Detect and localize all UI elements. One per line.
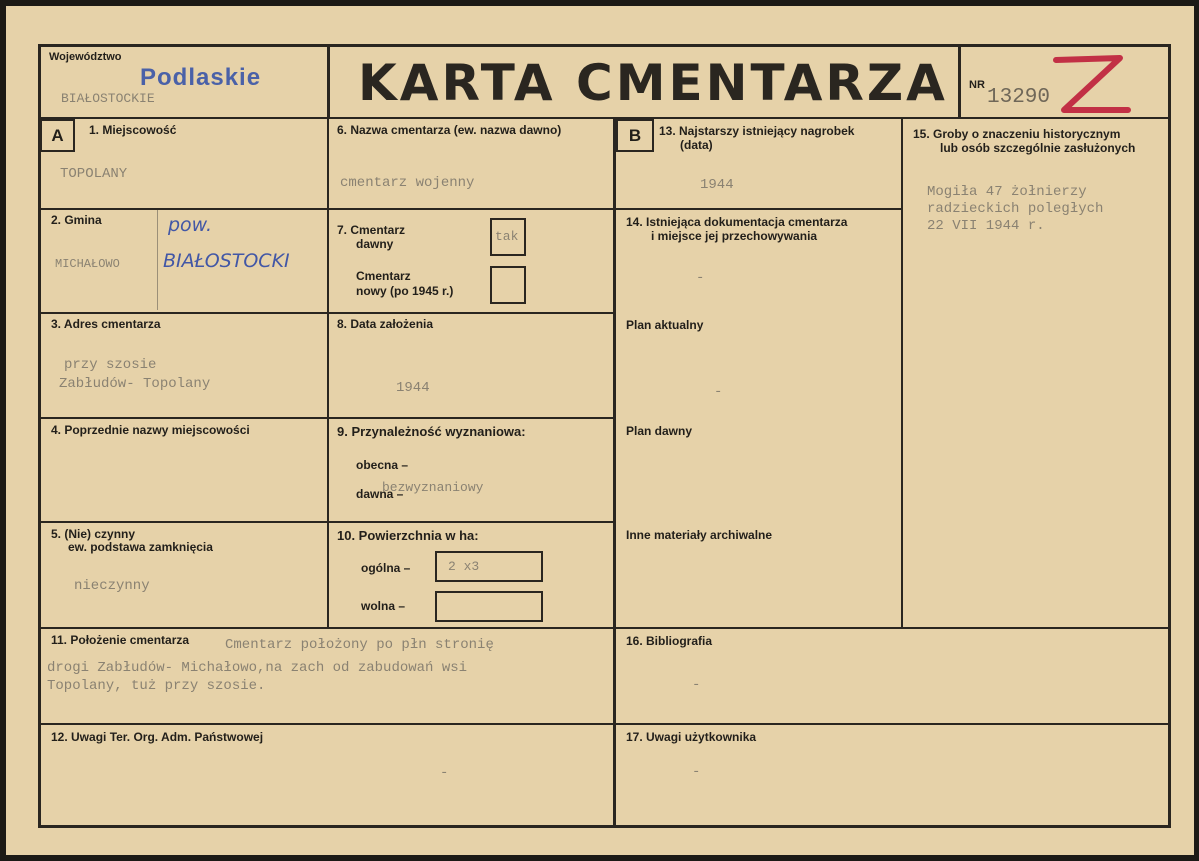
field-3-value-line1: przy szosie xyxy=(64,357,157,373)
page-title: KARTA CMENTARZA xyxy=(358,54,948,112)
field-10-ogolna-box[interactable] xyxy=(435,551,543,582)
divider-row3 xyxy=(38,417,615,419)
field-9-dawna: dawna – xyxy=(356,487,404,501)
field-6-label: 6. Nazwa cmentarza (ew. nazwa dawno) xyxy=(337,123,562,137)
field-7-dawny-checkbox[interactable] xyxy=(490,218,526,256)
field-7-nowy-checkbox[interactable] xyxy=(490,266,526,304)
field-7-dawny-value: tak xyxy=(495,229,519,244)
plan-aktualny-value: - xyxy=(714,384,723,400)
section-b-badge: B xyxy=(616,119,654,152)
field-1-value: TOPOLANY xyxy=(60,166,128,182)
field-5-label-line2: ew. podstawa zamknięcia xyxy=(68,540,213,554)
field-14-label-line1: 14. Istniejąca dokumentacja cmentarza xyxy=(626,215,848,229)
divider-row1 xyxy=(38,208,615,210)
divider-row2 xyxy=(38,312,615,314)
divider-col1 xyxy=(327,117,329,628)
field-10-wolna-box[interactable] xyxy=(435,591,543,622)
field-5-label-line1: 5. (Nie) czynny xyxy=(51,527,136,541)
nr-value: 13290 xyxy=(987,86,1051,109)
field-13-label-line2: (data) xyxy=(680,138,713,152)
field-6-value: cmentarz wojenny xyxy=(340,175,475,191)
wojewodztwo-label: Województwo xyxy=(49,51,122,63)
field-17-value: - xyxy=(692,764,701,780)
field-2-hand-bottom: BIAŁOSTOCKI xyxy=(163,250,290,272)
divider-header xyxy=(38,117,1171,119)
field-11-value-line2: drogi Zabłudów- Michałowo,na zach od zabudowań wsi xyxy=(47,660,468,676)
field-17-label: 17. Uwagi użytkownika xyxy=(626,730,757,744)
divider-col2 xyxy=(613,117,616,828)
divider-b-row1 xyxy=(615,208,903,210)
field-8-value: 1944 xyxy=(396,380,430,396)
field-13-value: 1944 xyxy=(700,177,734,193)
field-12-value: - xyxy=(440,765,449,781)
field-2-value: MICHAŁOWO xyxy=(55,257,120,271)
field-15-value-line3: 22 VII 1944 r. xyxy=(927,218,1045,234)
field-2-hand-top: pow. xyxy=(168,214,213,236)
field-16-label: 16. Bibliografia xyxy=(626,634,713,648)
field-9-obecna: obecna – xyxy=(356,458,409,472)
wojewodztwo-stamp: Podlaskie xyxy=(140,64,262,91)
field-15-value-line1: Mogiła 47 żołnierzy xyxy=(927,184,1087,200)
field-11-value-line3: Topolany, tuż przy szosie. xyxy=(47,678,266,694)
field-7-label2-line2: nowy (po 1945 r.) xyxy=(356,284,454,298)
field-9-value: bezwyznaniowy xyxy=(382,480,484,495)
nr-label: NR xyxy=(969,79,985,91)
divider-row4 xyxy=(38,521,615,523)
field-14-value: - xyxy=(696,270,705,286)
field-7-label-line1: 7. Cmentarz xyxy=(337,223,406,237)
field-1-label: 1. Miejscowość xyxy=(89,123,177,137)
field-15-value-line2: radzieckich poległych xyxy=(927,201,1104,217)
field-10-ogolna-label: ogólna – xyxy=(361,561,411,575)
plan-aktualny-label: Plan aktualny xyxy=(626,318,704,332)
field-11-label: 11. Położenie cmentarza xyxy=(51,633,190,647)
section-a-badge: A xyxy=(40,119,75,152)
divider-row6 xyxy=(38,723,1171,725)
wojewodztwo-typed: BIAŁOSTOCKIE xyxy=(61,91,155,106)
field-13-label-line1: 13. Najstarszy istniejący nagrobek xyxy=(659,124,855,138)
field-2-divider xyxy=(157,210,158,310)
field-3-value-line2: Zabłudów- Topolany xyxy=(59,376,211,392)
inne-materialy-label: Inne materiały archiwalne xyxy=(626,528,773,542)
divider-header-left xyxy=(327,44,330,118)
field-3-label: 3. Adres cmentarza xyxy=(51,317,161,331)
field-11-value-line1: Cmentarz położony po płn stronię xyxy=(225,637,494,653)
field-10-wolna-label: wolna – xyxy=(361,599,406,613)
field-7-label-line2: dawny xyxy=(356,237,394,251)
field-14-label-line2: i miejsce jej przechowywania xyxy=(651,229,818,243)
field-16-value: - xyxy=(692,677,701,693)
divider-row5 xyxy=(38,627,1171,629)
field-12-label: 12. Uwagi Ter. Org. Adm. Państwowej xyxy=(51,730,264,744)
field-10-label: 10. Powierzchnia w ha: xyxy=(337,528,479,543)
field-10-ogolna-value: 2 x3 xyxy=(448,559,480,574)
divider-col3 xyxy=(901,117,903,629)
field-2-label: 2. Gmina xyxy=(51,213,102,227)
divider-header-right xyxy=(958,44,961,118)
field-15-label-line1: 15. Groby o znaczeniu historycznym xyxy=(913,127,1121,141)
field-15-label-line2: lub osób szczególnie zasłużonych xyxy=(940,141,1136,155)
field-4-label: 4. Poprzednie nazwy miejscowości xyxy=(51,423,250,437)
plan-dawny-label: Plan dawny xyxy=(626,424,693,438)
field-5-value: nieczynny xyxy=(74,578,150,594)
red-z-mark xyxy=(1042,52,1132,122)
field-9-label: 9. Przynależność wyznaniowa: xyxy=(337,424,526,439)
field-8-label: 8. Data założenia xyxy=(337,317,434,331)
field-7-label2-line1: Cmentarz xyxy=(356,269,411,283)
